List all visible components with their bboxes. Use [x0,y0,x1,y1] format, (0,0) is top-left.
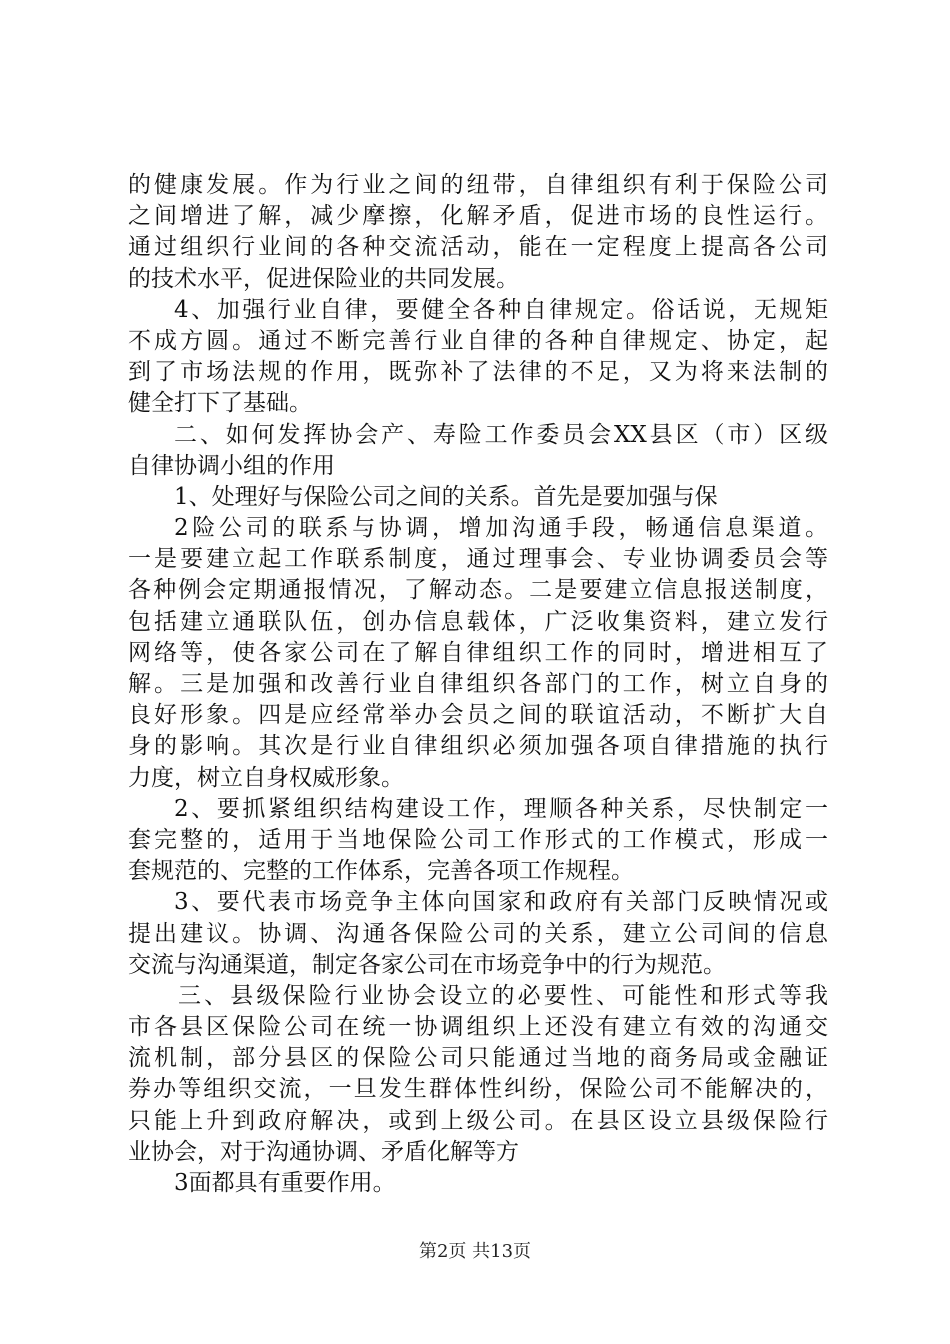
text-line: 包括建立通联队伍，创办信息载体，广泛收集资料，建立发行 [128,608,828,635]
text-line: 的技术水平，促进保险业的共同发展。 [128,265,519,292]
text-line: 2、要抓紧组织结构建设工作，理顺各种关系，尽快制定一 [174,795,828,822]
text-line: 解。三是加强和改善行业自律组织各部门的工作，树立自身的 [128,671,828,697]
text-line: 健全打下了基础。 [128,390,312,417]
text-line: 自律协调小组的作用 [128,452,335,479]
text-line: 提出建议。协调、沟通各保险公司的关系，建立公司间的信息 [128,920,828,947]
text-line: 的健康发展。作为行业之间的纽带，自律组织有利于保险公司 [128,172,828,198]
text-line: 身的影响。其次是行业自律组织必须加强各项自律措施的执行 [128,733,828,760]
text-line: 良好形象。四是应经常举办会员之间的联谊活动，不断扩大自 [128,702,828,729]
text-line: 交流与沟通渠道，制定各家公司在市场竞争中的行为规范。 [128,951,726,978]
text-line: 到了市场法规的作用，既弥补了法律的不足，又为将来法制的 [128,359,828,386]
text-line: 市各县区保险公司在统一协调组织上还没有建立有效的沟通交 [128,1014,828,1041]
text-line: 2险公司的联系与协调，增加沟通手段，畅通信息渠道。 [174,515,828,542]
text-line: 3、要代表市场竞争主体向国家和政府有关部门反映情况或 [174,889,828,916]
text-line: 1、处理好与保险公司之间的关系。首先是要加强与保 [174,483,718,510]
text-line: 套规范的、完整的工作体系，完善各项工作规程。 [128,858,634,885]
text-line: 套完整的，适用于当地保险公司工作形式的工作模式，形成一 [128,826,828,853]
text-line: 二、如何发挥协会产、寿险工作委员会XX县区（市）区级 [174,421,828,448]
text-line: 3面都具有重要作用。 [174,1170,396,1196]
text-line: 各种例会定期通报情况，了解动态。二是要建立信息报送制度， [128,577,828,604]
text-line: 券办等组织交流，一旦发生群体性纠纷，保险公司不能解决的， [128,1076,828,1103]
text-line: 力度，树立自身权威形象。 [128,764,404,791]
text-line: 一是要建立起工作联系制度，通过理事会、专业协调委员会等 [128,546,828,573]
text-line: 不成方圆。通过不断完善行业自律的各种自律规定、协定，起 [128,327,828,354]
text-line: 网络等，使各家公司在了解自律组织工作的同时，增进相互了 [128,639,828,666]
page-number-footer: 第2页 共13页 [418,1241,532,1262]
text-line: 只能上升到政府解决，或到上级公司。在县区设立县级保险行 [128,1107,828,1134]
text-line: 通过组织行业间的各种交流活动，能在一定程度上提高各公司 [128,234,828,261]
text-line: 之间增进了解，减少摩擦，化解矛盾，促进市场的良性运行。 [128,203,828,230]
text-line: 三、县级保险行业协会设立的必要性、可能性和形式等我 [178,982,828,1009]
document-body [128,170,828,1199]
text-line: 流机制，部分县区的保险公司只能通过当地的商务局或金融证 [128,1045,828,1072]
text-line: 4、加强行业自律，要健全各种自律规定。俗话说，无规矩 [174,296,828,323]
text-line: 业协会，对于沟通协调、矛盾化解等方 [128,1138,519,1165]
